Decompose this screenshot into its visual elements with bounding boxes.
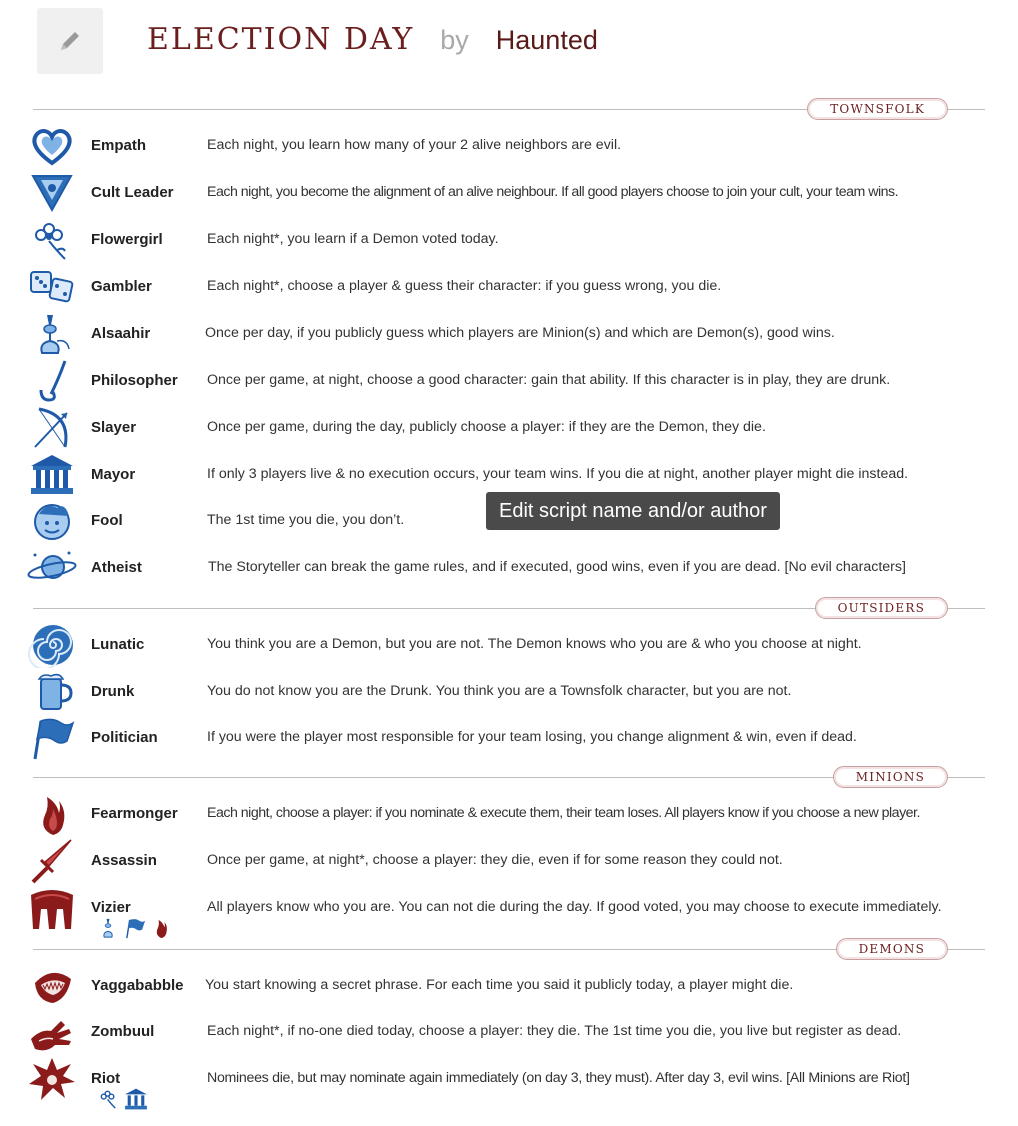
role-row-cult-leader[interactable]: [27, 170, 987, 216]
town-hall-icon: [123, 1086, 149, 1112]
role-name: Mayor: [91, 466, 136, 483]
role-row-gambler[interactable]: [27, 264, 987, 310]
role-name: Vizier: [91, 899, 131, 916]
role-row-politician[interactable]: [27, 715, 987, 761]
triangle-emblem-icon: [27, 170, 77, 216]
role-ability: If only 3 players live & no execution occurs, your team wins. If you die at night, another player might die instead.: [207, 466, 909, 482]
jinx-icons: [97, 1086, 149, 1112]
role-name: Riot: [91, 1070, 121, 1087]
role-row-flowergirl[interactable]: [27, 217, 987, 263]
role-row-atheist[interactable]: [27, 545, 987, 591]
bow-icon: [27, 405, 77, 451]
role-name: Fool: [91, 512, 123, 529]
role-name: Yaggababble: [91, 977, 184, 994]
hookah-icon: [27, 311, 77, 357]
role-row-fearmonger[interactable]: [27, 791, 987, 837]
role-ability: You do not know you are the Drunk. You think you are a Townsfolk character, but you are not.: [207, 683, 792, 699]
outsiders-heading: OUTSIDERS: [815, 597, 948, 619]
role-row-slayer[interactable]: [27, 405, 987, 451]
dagger-icon: [27, 838, 77, 884]
script-name: ELECTION DAY: [147, 22, 415, 57]
planet-icon: [27, 545, 77, 591]
role-row-yaggababble[interactable]: [27, 963, 987, 1009]
script-author: Haunted: [495, 25, 598, 55]
minions-heading: MINIONS: [833, 766, 948, 788]
role-name: Slayer: [91, 419, 137, 436]
minions-divider: [33, 766, 985, 788]
heart-icon: [27, 123, 77, 169]
role-ability: Once per game, at night*, choose a player: they die, even if for some reason they could not.: [207, 852, 783, 868]
role-row-empath[interactable]: [27, 123, 987, 169]
townsfolk-divider: [33, 98, 985, 120]
role-name: Alsaahir: [91, 325, 151, 342]
role-name: Fearmonger: [91, 805, 178, 822]
role-name: Flowergirl: [91, 231, 163, 248]
flower-icon: [27, 217, 77, 263]
star-burst-icon: [27, 1056, 77, 1102]
role-row-philosopher[interactable]: [27, 358, 987, 404]
role-ability: You start knowing a secret phrase. For each time you said it publicly today, a player might die.: [205, 977, 794, 993]
role-ability: Each night, you become the alignment of an alive neighbour. If all good players choose to join your cult, your team wins.: [207, 184, 899, 200]
role-row-lunatic[interactable]: [27, 622, 987, 668]
role-row-drunk[interactable]: [27, 669, 987, 715]
role-row-zombuul[interactable]: [27, 1009, 987, 1055]
role-row-alsaahir[interactable]: [27, 311, 987, 357]
mouth-icon: [27, 963, 77, 1009]
role-name: Cult Leader: [91, 184, 174, 201]
zombie-hand-icon: [27, 1009, 77, 1055]
town-hall-icon: [27, 452, 77, 498]
script-title[interactable]: [147, 22, 598, 62]
throne-icon: [27, 885, 77, 931]
flag-icon: [27, 715, 77, 761]
role-ability: Nominees die, but may nominate again immediately (on day 3, they must). After day 3, evil wins. [All Minions are Riot]: [207, 1070, 910, 1086]
role-name: Lunatic: [91, 636, 145, 653]
role-ability: Once per game, during the day, publicly choose a player: if they are the Demon, they die.: [207, 419, 766, 435]
beer-mug-icon: [27, 669, 77, 715]
role-name: Empath: [91, 137, 147, 154]
role-ability: The 1st time you die, you don’t.: [207, 512, 405, 528]
role-ability: Once per game, at night, choose a good character: gain that ability. If this character is in play, they are drunk.: [207, 372, 891, 388]
role-name: Atheist: [91, 559, 142, 576]
role-name: Gambler: [91, 278, 152, 295]
role-ability: If you were the player most responsible for your team losing, you change alignment & win, even if dead.: [207, 729, 857, 745]
flame-icon: [27, 791, 77, 837]
role-name: Politician: [91, 729, 158, 746]
demons-divider: [33, 938, 985, 960]
by-label: by: [440, 25, 469, 55]
role-ability: You think you are a Demon, but you are not. The Demon knows who you are & who you choose at night.: [207, 636, 862, 652]
spiral-icon: [27, 622, 77, 668]
role-ability: Each night*, if no-one died today, choose a player: they die. The 1st time you die, you live but register as dead.: [207, 1023, 902, 1039]
edit-tooltip: Edit script name and/or author: [486, 492, 780, 530]
jester-icon: [27, 498, 77, 544]
dice-icon: [27, 264, 77, 310]
role-ability: Each night, choose a player: if you nominate & execute them, their team loses. All players know if you choose a new player.: [207, 805, 920, 821]
role-row-riot[interactable]: [27, 1056, 987, 1102]
role-ability: Each night*, choose a player & guess their character: if you guess wrong, you die.: [207, 278, 722, 294]
role-row-vizier[interactable]: [27, 885, 987, 931]
pencil-icon: [55, 26, 85, 56]
role-ability: Each night, you learn how many of your 2 alive neighbors are evil.: [207, 137, 622, 153]
role-ability: Once per day, if you publicly guess which players are Minion(s) and which are Demon(s), good wins.: [205, 325, 835, 341]
role-name: Assassin: [91, 852, 157, 869]
townsfolk-heading: TOWNSFOLK: [807, 98, 948, 120]
role-ability: Each night*, you learn if a Demon voted today.: [207, 231, 499, 247]
role-name: Drunk: [91, 683, 135, 700]
flower-icon: [97, 1086, 121, 1112]
outsiders-divider: [33, 597, 985, 619]
role-ability: The Storyteller can break the game rules, and if executed, good wins, even if you are dead. [No evil characters]: [208, 559, 906, 575]
edit-script-button[interactable]: [37, 8, 103, 74]
role-row-assassin[interactable]: [27, 838, 987, 884]
role-name: Zombuul: [91, 1023, 155, 1040]
demons-heading: DEMONS: [836, 938, 948, 960]
staff-icon: [27, 358, 77, 404]
role-ability: All players know who you are. You can not die during the day. If good voted, you may choose to execute immediately.: [207, 899, 942, 915]
role-name: Philosopher: [91, 372, 178, 389]
